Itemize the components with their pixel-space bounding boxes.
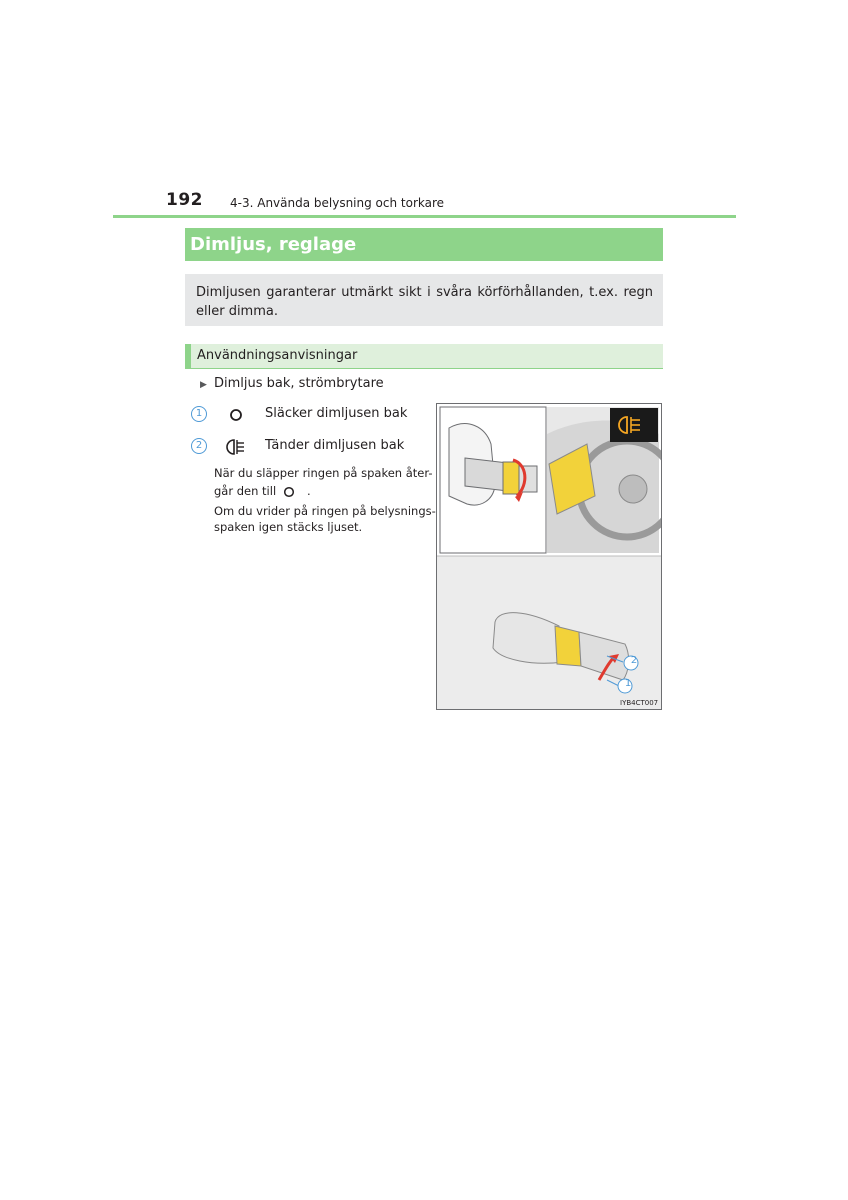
off-ring-icon <box>229 408 243 422</box>
bullet-triangle-icon: ▶ <box>200 380 207 390</box>
off-ring-inline-icon <box>283 486 295 498</box>
item-text-1: Släcker dimljusen bak <box>265 406 408 421</box>
page-number: 192 <box>166 190 203 210</box>
bullet-text: Dimljus bak, strömbrytare <box>214 376 384 391</box>
figure-label-2: 2 <box>630 655 638 666</box>
rear-fog-light-icon <box>226 438 248 456</box>
note-return-end: . <box>307 484 311 498</box>
item-number-1: 1 <box>191 406 207 422</box>
item-number-2: 2 <box>191 438 207 454</box>
figure-label-1: 1 <box>624 678 632 689</box>
section-title: Dimljus, reglage <box>190 234 357 255</box>
subsection-title: Användningsanvisningar <box>197 348 358 363</box>
note-return-line2: går den till <box>214 484 277 498</box>
note-twist-line1: Om du vrider på ringen på belysnings- <box>214 504 436 518</box>
item-text-2: Tänder dimljusen bak <box>265 438 405 453</box>
note-return-line1: När du släpper ringen på spaken åter- <box>214 466 433 480</box>
chapter-title: 4-3. Använda belysning och torkare <box>230 196 445 210</box>
note-twist-line2: spaken igen stäcks ljuset. <box>214 520 363 534</box>
header-rule <box>113 215 736 218</box>
intro-text: Dimljusen garanterar utmärkt sikt i svåra körförhållanden, t.ex. regn eller dimma. <box>196 285 653 319</box>
subsection-accent <box>185 344 191 369</box>
figure-code: IYB4CT007 <box>620 699 659 707</box>
